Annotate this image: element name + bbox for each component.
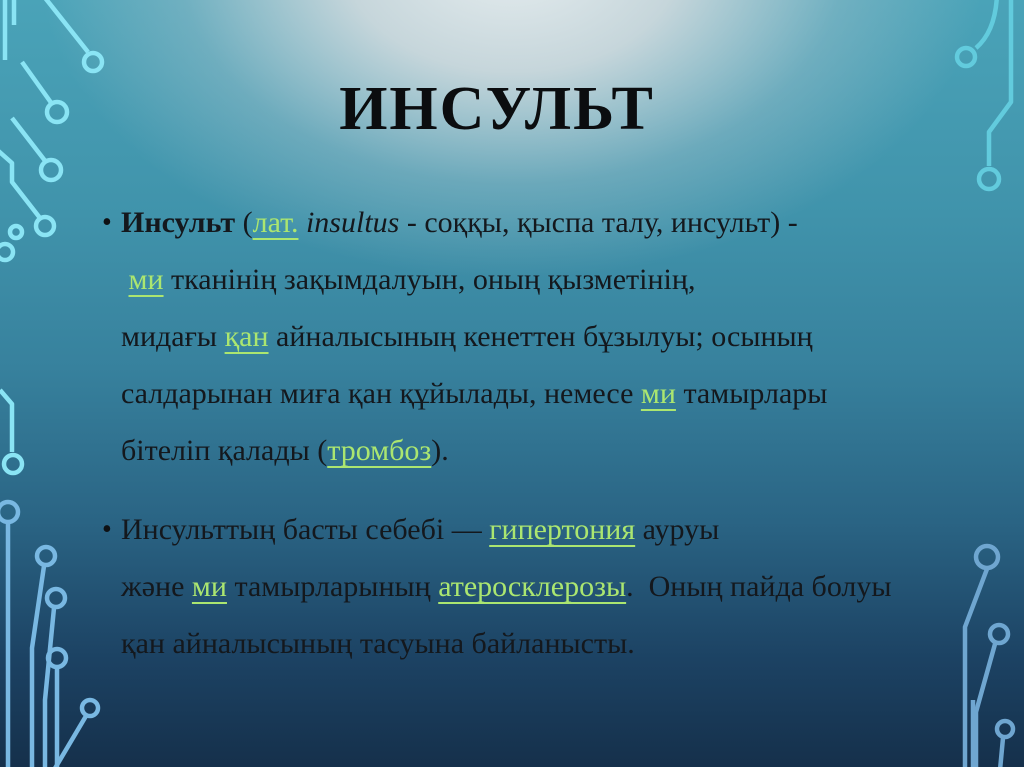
bullet-marker: • <box>102 514 112 545</box>
circuit-decoration-top-left <box>0 0 102 473</box>
text-line <box>121 194 931 251</box>
text-segment: тканінің зақымдалуын, оның қызметінің, <box>163 263 696 296</box>
text-line <box>121 308 931 365</box>
text-line <box>121 251 931 308</box>
hyperlink-mi-3[interactable]: ми <box>191 570 227 603</box>
text-segment: қан айналысының тасуына байланысты. <box>121 627 635 660</box>
text-line <box>121 365 931 422</box>
hyperlink-ateroskleroz[interactable]: атеросклерозы <box>438 570 627 603</box>
text-segment: тамырлары <box>675 377 828 410</box>
text-line <box>121 558 931 615</box>
text-segment: тамырларының <box>226 570 439 603</box>
hyperlink-qan[interactable]: қан <box>224 320 269 353</box>
hyperlink-lat[interactable]: лат. <box>252 206 299 239</box>
text-segment: мидағы <box>121 320 225 353</box>
text-segment: - соққы, қыспа талу, инсульт) - <box>399 206 798 239</box>
text-segment: Инсульт <box>121 206 236 239</box>
circuit-decoration-bottom-right <box>965 546 1013 767</box>
circuit-decoration-bottom-left <box>0 502 98 767</box>
hyperlink-mi-1[interactable]: ми <box>128 263 164 296</box>
text-segment: ). <box>431 434 449 467</box>
hyperlink-gipertoniya[interactable]: гипертония <box>489 513 636 546</box>
bullet-text <box>121 194 931 479</box>
text-segment: салдарынан миға қан құйылады, немесе <box>121 377 641 410</box>
hyperlink-mi-2[interactable]: ми <box>640 377 676 410</box>
text-line <box>121 422 931 479</box>
text-segment: ауруы <box>635 513 720 546</box>
text-segment: ( <box>235 206 253 239</box>
text-line <box>121 501 931 558</box>
text-segment: . Оның пайда болуы <box>626 570 892 603</box>
slide-title: ИНСУЛЬТ <box>339 75 655 143</box>
text-segment <box>298 206 306 239</box>
bullet-marker: • <box>102 207 112 238</box>
hyperlink-tromboz[interactable]: тромбоз <box>327 434 432 467</box>
text-segment <box>121 263 129 296</box>
bullet-text <box>121 501 931 672</box>
text-segment: бітеліп қалады ( <box>121 434 328 467</box>
text-segment: Инсульттың басты себебі — <box>121 513 490 546</box>
bullet-item <box>102 194 931 479</box>
bullet-item <box>102 501 931 672</box>
text-segment: және <box>121 570 192 603</box>
text-segment: insultus <box>305 206 400 239</box>
bullet-list <box>102 194 931 694</box>
text-segment: айналысының кенеттен бұзылуы; осының <box>268 320 813 353</box>
text-line <box>121 615 931 672</box>
